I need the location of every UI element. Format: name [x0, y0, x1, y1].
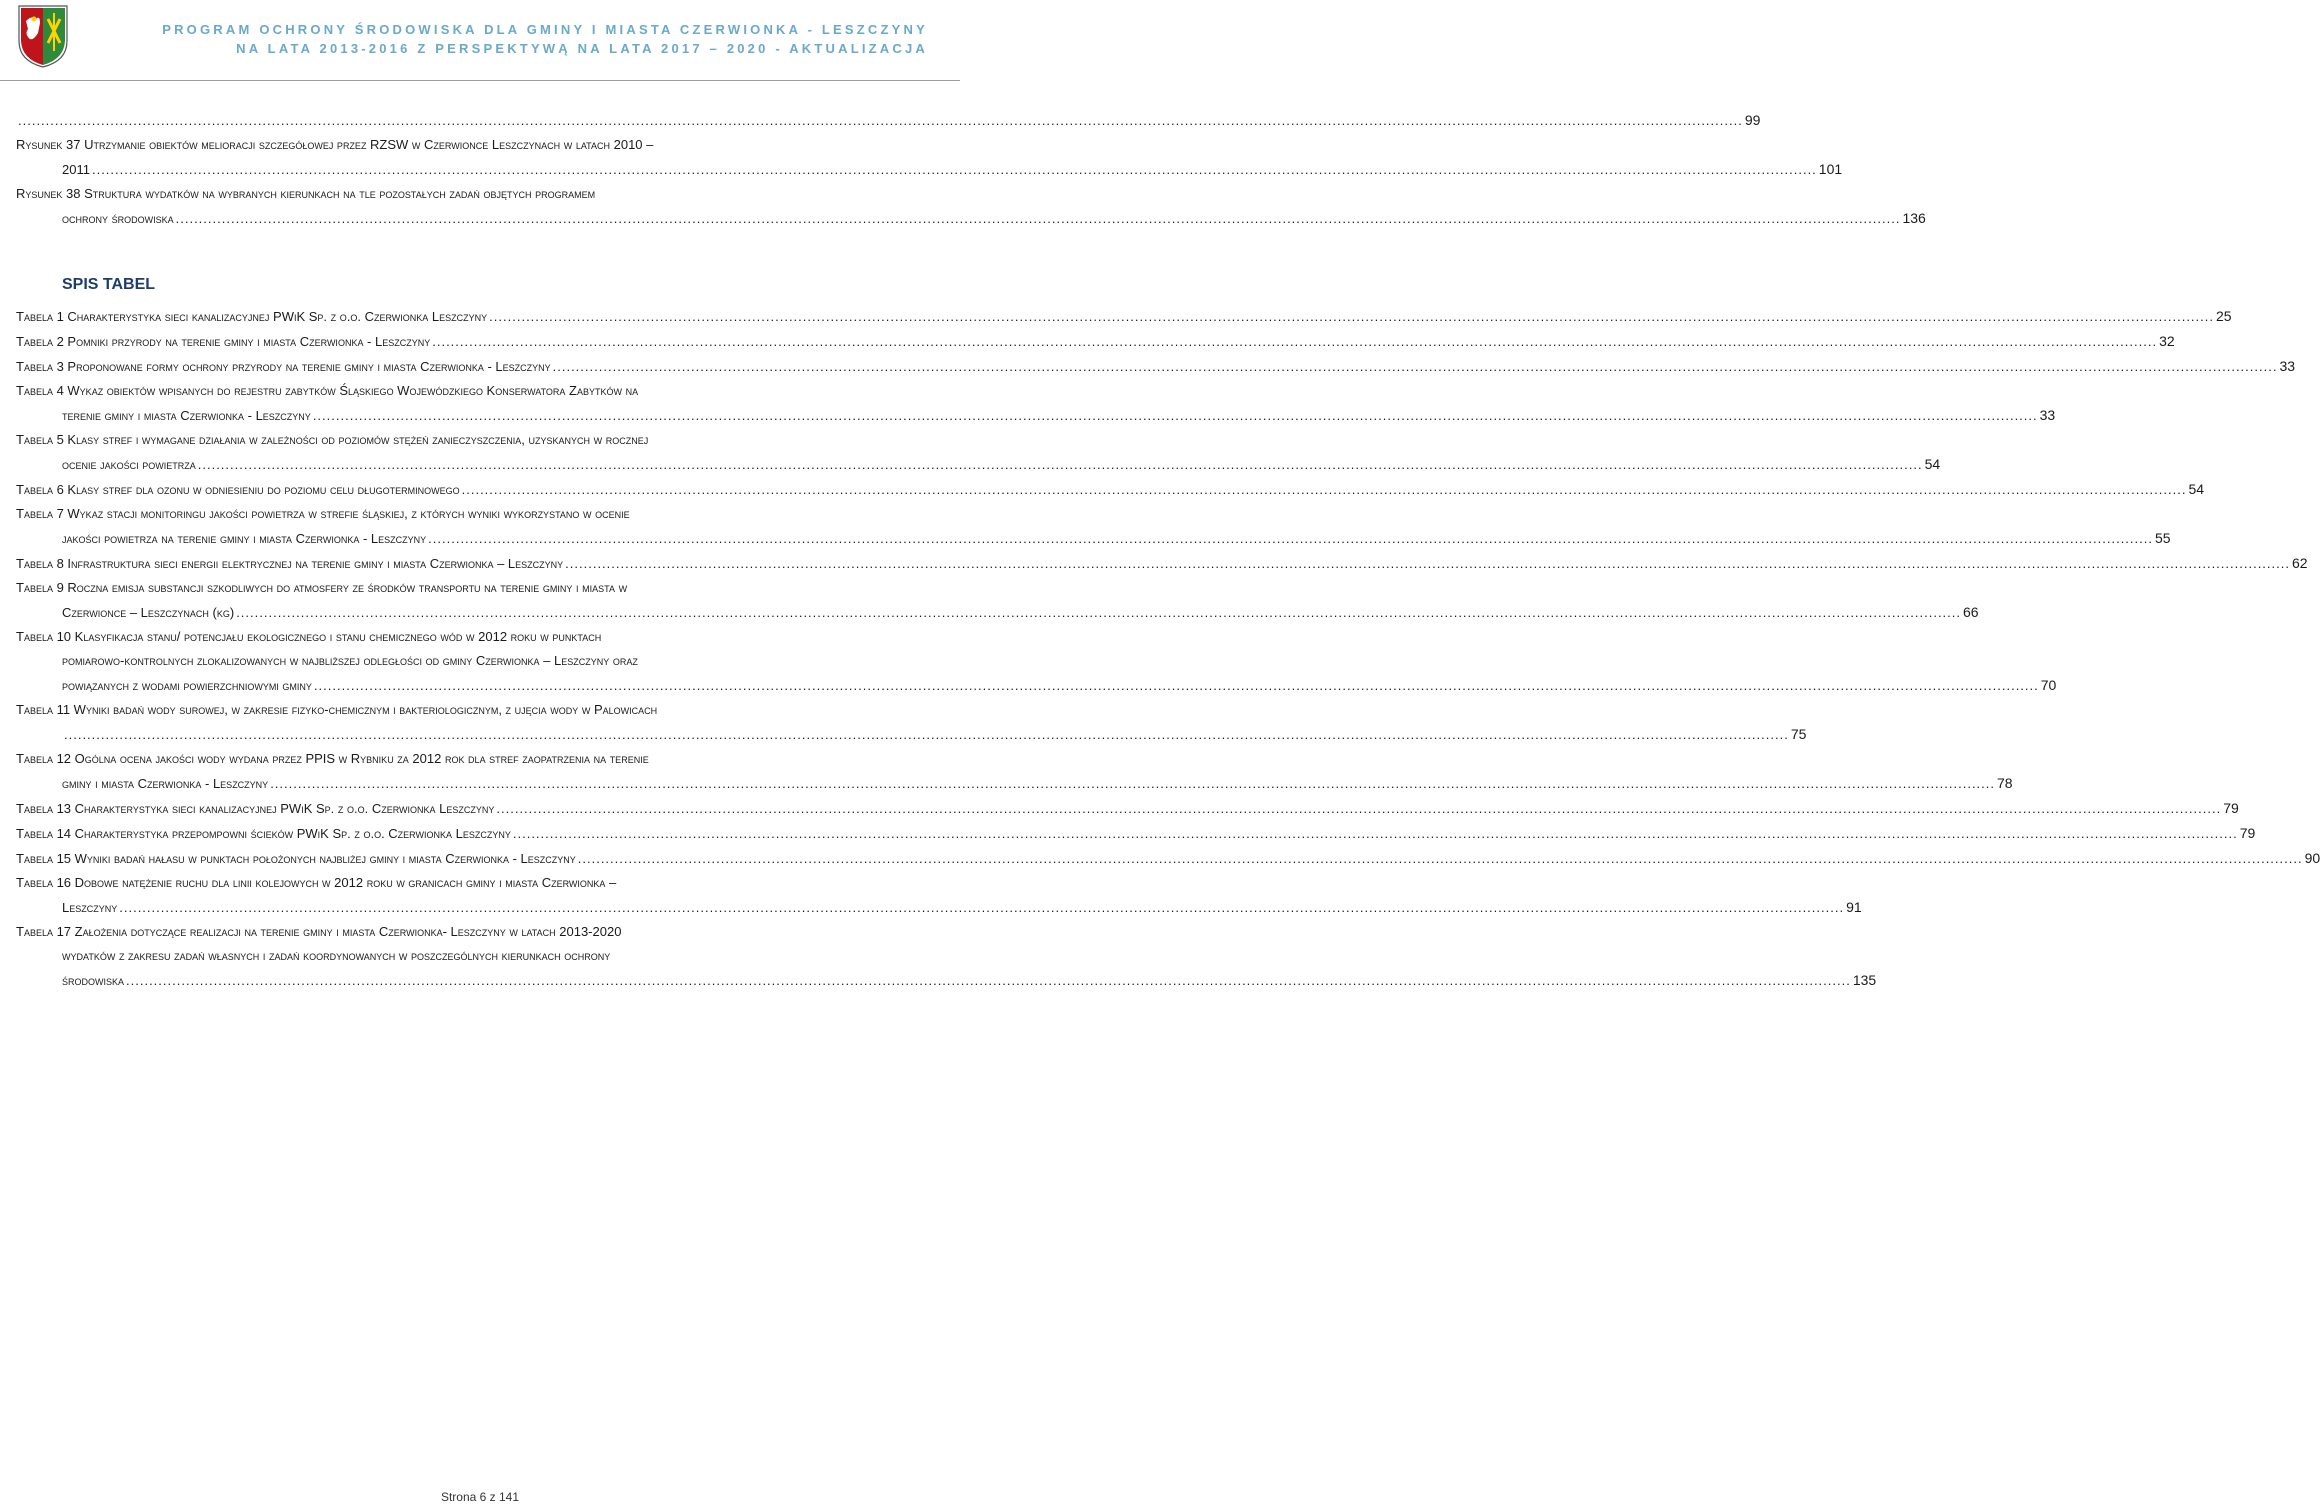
toc-entry-text-end: powiązanych z wodami powierzchniowymi gminy [62, 678, 312, 693]
toc-entry-text-end: Tabela 13 Charakterystyka sieci kanalizacyjnej PWiK Sp. z o.o. Czerwionka Leszczyny [16, 801, 495, 816]
toc-entry-text-end: Tabela 3 Proponowane formy ochrony przyrody na terenie gminy i miasta Czerwionka - Leszczyny [16, 359, 551, 374]
toc-entry-table-9[interactable] [16, 576, 1979, 625]
toc-leader-dots [314, 674, 2039, 698]
toc-entry-text: Tabela 5 Klasy stref i wymagane działania w zależności od poziomów stężeń zanieczyszczenia, uzyskanych w rocznej [16, 432, 649, 447]
toc-entry-text: Tabela 17 Założenia dotyczące realizacji na terenie gminy i miasta Czerwionka- Leszczyny w latach 2013-2020 [16, 924, 622, 939]
toc-entry-text: Tabela 10 Klasyfikacja stanu/ potencjału ekologicznego i stanu chemicznego wód w 2012 roku w punktach [16, 629, 602, 644]
toc-page-number: 32 [2159, 333, 2175, 349]
toc-page-number: 54 [1924, 456, 1941, 472]
toc-entry-text-end: Leszczyny [62, 900, 118, 915]
toc-page-number: 25 [2216, 308, 2232, 324]
toc-page-number: 99 [1744, 112, 1761, 128]
toc-leader-dots [565, 552, 2290, 576]
toc-entry-table-6[interactable] [16, 477, 2205, 502]
header-divider [0, 80, 960, 81]
toc-entry-text: Tabela 16 Dobowe natężenie ruchu dla linii kolejowych w 2012 roku w granicach gminy i miasta Czerwionka – [16, 875, 617, 890]
toc-entry-text-end: Tabela 14 Charakterystyka przepompowni ścieków PWiK Sp. z o.o. Czerwionka Leszczyny [16, 826, 511, 841]
page-header [0, 0, 960, 82]
toc-entry-text: Tabela 7 Wykaz stacji monitoringu jakości powietrza w strefie śląskiej, z których wyniki wykorzystano w ocenie [16, 506, 630, 521]
toc-page-number: 79 [2223, 800, 2239, 816]
toc-entry-text: Rysunek 37 Utrzymanie obiektów melioracji szczegółowej przez RZSW w Czerwionce Leszczynach w latach 2010 – [16, 137, 654, 152]
toc-entry-table-2[interactable] [16, 329, 2175, 354]
toc-entry-text: Rysunek 38 Struktura wydatków na wybranych kierunkach na tle pozostałych zadań objętych programem [16, 186, 596, 201]
toc-entry-table-1[interactable] [16, 304, 2232, 329]
toc-page-number: 90 [2304, 850, 2320, 866]
toc-page-number: 70 [2040, 677, 2057, 693]
toc-leader-dots [64, 723, 1789, 747]
toc-leader-dots [18, 109, 1743, 133]
toc-entry-text-end: Tabela 1 Charakterystyka sieci kanalizacyjnej PWiK Sp. z o.o. Czerwionka Leszczyny [16, 309, 488, 324]
toc-leader-dots [119, 896, 1844, 920]
toc-page-number: 54 [2188, 481, 2205, 497]
toc-leader-dots [126, 969, 1851, 993]
toc-entry-figure-37[interactable] [16, 133, 1843, 182]
toc-page-number: 33 [2279, 358, 2296, 374]
toc-page-number: 135 [1852, 972, 1877, 988]
toc-entry-text-end: Tabela 15 Wyniki badań hałasu w punktach położonych najbliżej gminy i miasta Czerwionka - Leszczyny [16, 851, 576, 866]
header-title [162, 20, 928, 58]
toc-page-number: 91 [1846, 899, 1862, 915]
toc-leader-dots [496, 797, 2221, 821]
toc-page-number: 55 [2154, 530, 2171, 546]
toc-leader-dots [432, 330, 2157, 354]
toc-entry-text-end: jakości powietrza na terenie gminy i miasta Czerwionka - Leszczyny [62, 531, 427, 546]
toc-leader-dots [578, 847, 2303, 871]
toc-entry-text-end: ocenie jakości powietrza [62, 457, 196, 472]
toc-entry-table-13[interactable] [16, 796, 2239, 821]
toc-page-number: 33 [2039, 407, 2056, 423]
toc-leader-dots [513, 822, 2238, 846]
toc-entry-table-11[interactable] [16, 698, 1807, 747]
toc-entry-table-10[interactable] [16, 625, 2057, 698]
section-heading-spis-tabel: SPIS TABEL [62, 276, 156, 293]
header-line-1: PROGRAM OCHRONY ŚRODOWISKA DLA GMINY I MIASTA CZERWIONKA - LESZCZYNY [162, 22, 928, 37]
toc-leader-dots [489, 305, 2214, 329]
toc-entry-table-15[interactable] [16, 846, 2320, 871]
toc-entry-text-end: Czerwionce – Leszczynach (kg) [62, 605, 235, 620]
toc-leader-dots [270, 772, 1995, 796]
toc-entry-table-14[interactable] [16, 821, 2256, 846]
toc-entry-text-end: gminy i miasta Czerwionka - Leszczyny [62, 776, 269, 791]
toc-entry-text-end: środowiska [62, 973, 125, 988]
toc-entry-text-end: Tabela 8 Infrastruktura sieci energii elektrycznej na terenie gminy i miasta Czerwionka – Leszczyny [16, 556, 564, 571]
toc-entry-table-4[interactable] [16, 379, 2056, 428]
toc-entry-text-end: 2011 [62, 162, 90, 177]
toc-page-number: 75 [1790, 726, 1807, 742]
toc-leader-dots [236, 601, 1961, 625]
toc-page-number: 66 [1963, 604, 1979, 620]
page-footer: Strona 6 z 141 [440, 1490, 520, 1504]
toc-entry-text: Tabela 4 Wykaz obiektów wpisanych do rejestru zabytków Śląskiego Wojewódzkiego Konserwatora Zabytków na [16, 383, 639, 398]
toc-entry-text-end: ochrony środowiska [62, 211, 174, 226]
toc-entry-figure-38[interactable] [16, 182, 1926, 231]
coat-of-arms-logo [16, 3, 70, 69]
toc-entry-table-3[interactable] [16, 354, 2296, 379]
toc-entry-table-16[interactable] [16, 871, 1862, 920]
toc-page-number: 62 [2291, 555, 2308, 571]
toc-entry-figure-36[interactable] [16, 108, 1761, 133]
toc-leader-dots [198, 453, 1923, 477]
toc-leader-dots [176, 207, 1901, 231]
toc-entry-table-5[interactable] [16, 428, 1941, 477]
toc-page-number: 78 [1997, 775, 2013, 791]
toc-page-number: 136 [1902, 210, 1926, 226]
figures-list [16, 108, 1926, 231]
toc-entry-text-end: Tabela 2 Pomniki przyrody na terenie gminy i miasta Czerwionka - Leszczyny [16, 334, 431, 349]
tables-list [16, 304, 2320, 993]
toc-entry-table-17[interactable] [16, 920, 1877, 993]
toc-entry-text: Tabela 12 Ogólna ocena jakości wody wydana przez PPIS w Rybniku za 2012 rok dla stref zaopatrzenia na terenie [16, 751, 649, 766]
toc-page-number: 101 [1818, 161, 1843, 177]
toc-entry-table-12[interactable] [16, 747, 2013, 796]
toc-entry-table-8[interactable] [16, 551, 2308, 576]
toc-entry-text-end: terenie gminy i miasta Czerwionka - Leszczyny [62, 408, 311, 423]
toc-leader-dots [428, 527, 2153, 551]
toc-page-number: 79 [2239, 825, 2256, 841]
header-line-2: NA LATA 2013-2016 Z PERSPEKTYWĄ NA LATA 2017 – 2020 - AKTUALIZACJA [236, 41, 928, 56]
toc-leader-dots [553, 355, 2278, 379]
toc-leader-dots [92, 158, 1817, 182]
toc-entry-text-end: Tabela 6 Klasy stref dla ozonu w odniesieniu do poziomu celu długoterminowego [16, 482, 460, 497]
toc-entry-text-continued: wydatków z zakresu zadań własnych i zadań koordynowanych w poszczególnych kierunkach ochrony [62, 948, 611, 963]
toc-entry-text-continued: pomiarowo-kontrolnych zlokalizowanych w najbliższej odległości od gminy Czerwionka – Leszczyny oraz [62, 653, 638, 668]
toc-entry-text: Tabela 11 Wyniki badań wody surowej, w zakresie fizyko-chemicznym i bakteriologicznym, z ujęcia wody w Palowicach [16, 702, 658, 717]
toc-leader-dots [462, 478, 2187, 502]
toc-entry-text: Tabela 9 Roczna emisja substancji szkodliwych do atmosfery ze środków transportu na terenie gminy i miasta w [16, 580, 628, 595]
toc-entry-table-7[interactable] [16, 502, 2171, 551]
toc-leader-dots [313, 404, 2038, 428]
